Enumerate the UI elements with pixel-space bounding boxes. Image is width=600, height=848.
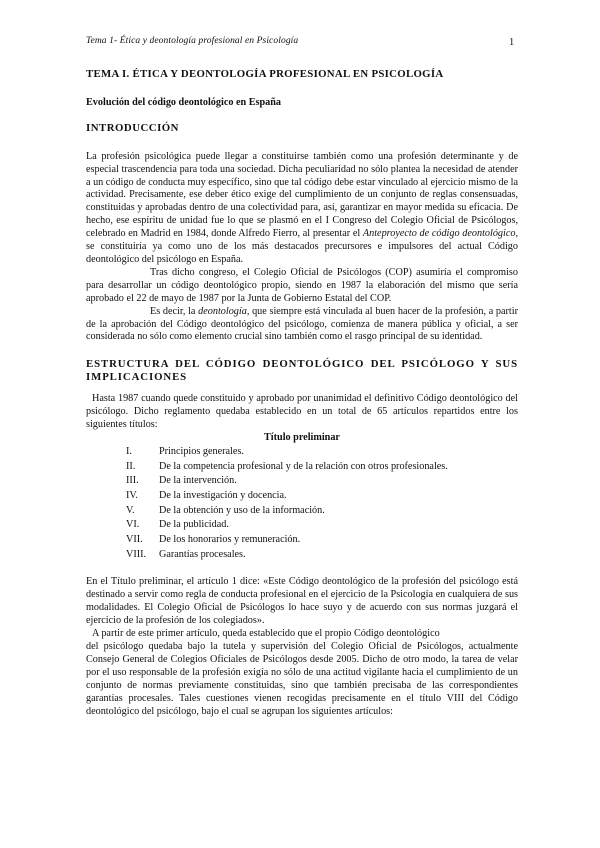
- section-heading-estructura: ESTRUCTURA DEL CÓDIGO DEONTOLÓGICO DEL PSICÓLOGO Y SUS IMPLICACIONES: [86, 358, 518, 383]
- section-heading-introduccion: INTRODUCCIÓN: [86, 121, 179, 134]
- list-item-text: De la investigación y docencia.: [159, 490, 287, 501]
- intro-paragraph-1-text-a: La profesión psicológica puede llegar a constituirse también como una profesión determinante y de especial trascendencia para toda una sociedad. Dicha peculiaridad no sólo plantea la necesidad de atender a un código de conducta muy específico, sino que tal código debe estar vinculado al ejercicio mismo de la actividad. Precisamente, ese deber ético exige del cumplimiento de un conjunto de reglas consensuadas, constituidas y aprobadas dentro de una colectividad para, así, garantizar en mayor medida su eficacia. De hecho, ese espíritu de unidad fue lo que se plasmó en el I Congreso del Colegio Oficial de Psicólogos, celebrado en Madrid en 1984, donde Alfredo Fierro, al presentar el: [86, 150, 518, 240]
- list-item-number: V.: [126, 504, 135, 516]
- titulos-list: [86, 445, 518, 563]
- list-item-text: De los honorarios y remuneración.: [159, 534, 301, 546]
- list-item-text: De la obtención y uso de la información.: [159, 504, 325, 516]
- spacer: [86, 562, 518, 576]
- titulo-preliminar-heading: Título preliminar: [264, 432, 340, 444]
- list-item-number: IV.: [126, 490, 138, 501]
- document-body: [86, 68, 518, 718]
- list-item: [86, 460, 518, 475]
- list-item: [86, 489, 518, 504]
- intro-paragraph-3: [86, 306, 518, 345]
- page-number: 1: [509, 37, 515, 48]
- list-item: [86, 518, 518, 533]
- list-item-number: VII.: [126, 534, 143, 546]
- intro-paragraph-1-emphasis: Anteproyecto de código deontológico,: [362, 228, 519, 240]
- document-title: TEMA I. ÉTICA Y DEONTOLOGÍA PROFESIONAL EN PSICOLOGÍA: [86, 68, 444, 80]
- intro-paragraph-3-text-b: , que siempre está vinculada al buen hacer de la profesión, a partir de la aprobación del Código deontológico del psicólogo, comienza de manera pública y oficial, a ser considerada no sólo como elemento crucial sino también como el rasgo principal de su identidad.: [86, 305, 518, 343]
- list-item-number: VIII.: [126, 548, 147, 560]
- list-item-text: De la publicidad.: [159, 519, 229, 531]
- list-item-number: III.: [126, 475, 139, 487]
- list-item-text: Garantías procesales.: [159, 548, 246, 560]
- estructura-paragraph-3: del psicólogo quedaba bajo la tutela y supervisión del Colegio Oficial de Psicólogos, actualmente Consejo General de Colegios Oficiales de Psicólogos desde 2005. Dicho de otro modo, la tarea de velar por el uso responsable de la profesión exigía no sólo de una actitud vigilante hacia el cumplimiento de un conjunto de normas previamente constituidas, sino que también precisaba de las correspondientes garantías procesales. Tales cuestiones vienen recogidas precisamente en el título VIII del Código deontológico del psicólogo, bajo el cual se agrupan los siguientes artículos:: [86, 640, 518, 717]
- intro-paragraph-1-text-b: se constituiría ya como uno de los más destacados precursores e impulsores del actual Código deontológico del psicólogo en España.: [86, 241, 518, 265]
- intro-paragraph-3-emphasis: deontología: [198, 305, 247, 317]
- list-item: [86, 548, 518, 563]
- list-item-number: I.: [126, 445, 132, 457]
- intro-paragraph-1: [86, 151, 518, 267]
- list-item: [86, 445, 518, 460]
- intro-paragraph-3-text-a: Es decir, la: [150, 305, 199, 317]
- estructura-paragraph-1: Hasta 1987 cuando quede constituido y aprobado por unanimidad el definitivo Código deontológico del psicólogo. Dicho reglamento quedaba establecido en un total de 65 artículos repartidos entre los siguientes títulos:: [86, 393, 518, 431]
- list-item-text: De la competencia profesional y de la relación con otros profesionales.: [159, 460, 448, 472]
- estructura-paragraph-2: En el Título preliminar, el artículo 1 dice: «Este Código deontológico de la profesión del psicólogo está destinado a servir como regla de conducta profesional en el ejercicio de la Psicología en cualquiera de sus modalidades. El Colegio Oficial de Psicólogos lo hace suyo y de acuerdo con sus normas juzgará el ejercicio de la profesión de los colegiados».: [86, 576, 518, 627]
- list-item-number: VI.: [126, 519, 140, 531]
- estructura-paragraph-3-line-1: A partir de este primer artículo, queda establecido que el propio Código deontológico: [92, 628, 440, 640]
- list-item-text: Principios generales.: [159, 445, 244, 457]
- intro-paragraph-2: Tras dicho congreso, el Colegio Oficial de Psicólogos (COP) asumiría el compromiso para desarrollar un código deontológico propio, siendo en 1987 la elaboración del mismo que sería aprobado el 22 de mayo de 1987 por la Junta de Gobierno Estatal del COP.: [86, 266, 518, 304]
- list-item-number: II.: [126, 460, 136, 472]
- document-subtitle: Evolución del código deontológico en España: [86, 96, 282, 108]
- list-item: [86, 474, 518, 489]
- list-item: [86, 504, 518, 519]
- list-item-text: De la intervención.: [159, 475, 237, 487]
- list-item: [86, 533, 518, 548]
- running-header: Tema 1- Ética y deontología profesional en Psicología: [86, 36, 299, 46]
